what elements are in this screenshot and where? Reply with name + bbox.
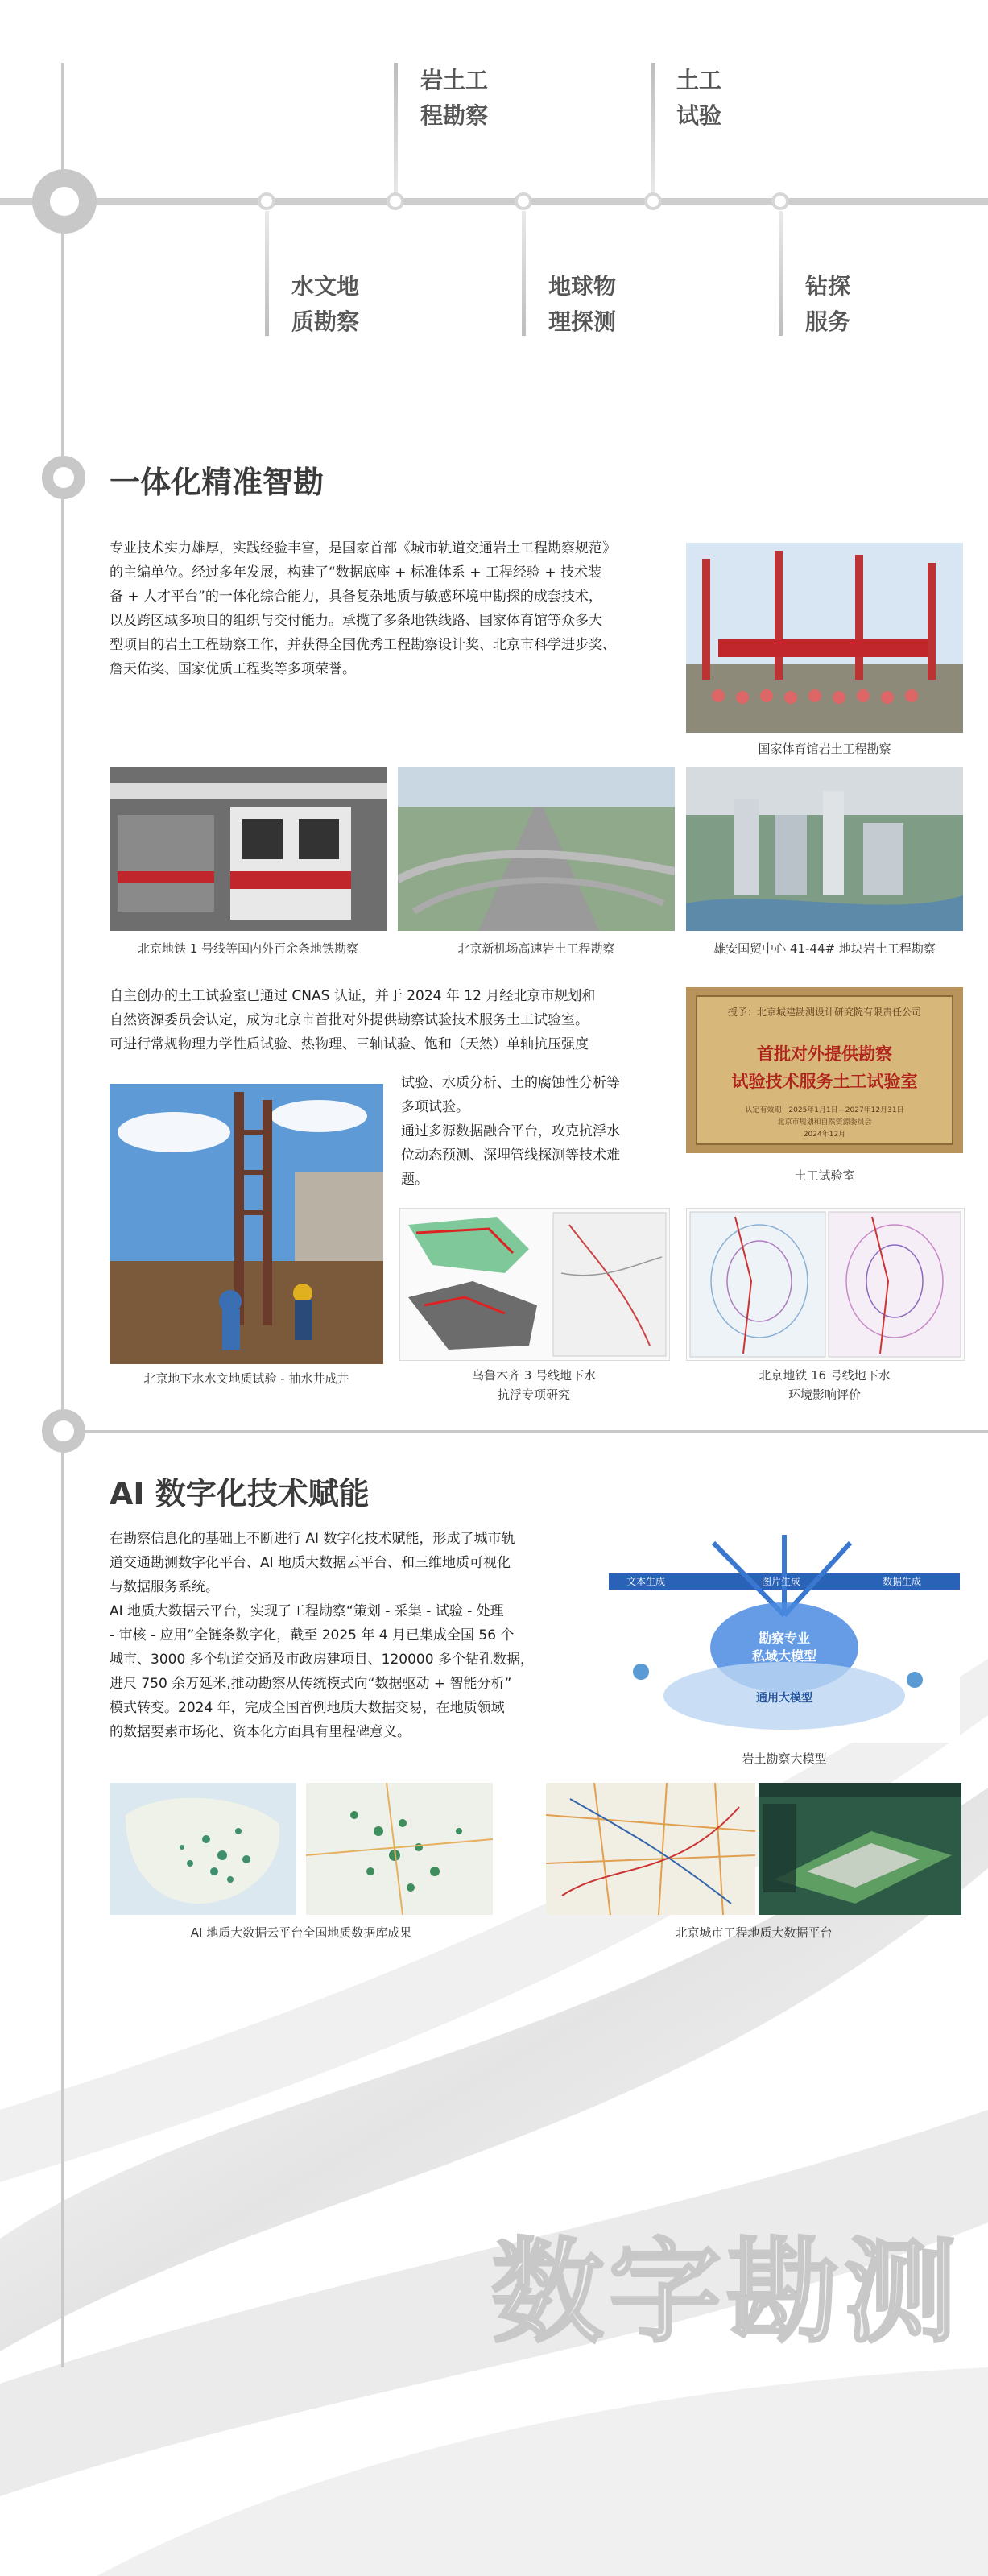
- lab-paragraph-continued: 试验、水质分析、土的腐蚀性分析等 多项试验。 通过多源数据融合平台，攻克抗浮水 位动态预测、深埋管线探测等技术难 题。: [401, 1075, 620, 1188]
- ai-model-diagram: 文本生成 图片生成 数据生成 勘察专业 私域大模型 通用大模型: [609, 1527, 960, 1743]
- timeline-node: [258, 192, 275, 210]
- timeline-horizontal: [0, 198, 988, 205]
- cloud-map-beijing: [306, 1783, 493, 1915]
- urumqi-map: [399, 1208, 670, 1361]
- cloud-map-china: [110, 1783, 296, 1915]
- beijing-platform-map: [546, 1783, 755, 1915]
- caption: 岩土勘察大模型: [742, 1751, 827, 1766]
- stadium-survey-photo: [686, 543, 963, 733]
- timeline-node: [771, 192, 789, 210]
- lab-plaque: 授予：北京城建勘测设计研究院有限责任公司 首批对外提供勘察 试验技术服务土工试验室 认定有效期：2025年1月1日—2027年12月31日 北京市规划和自然资源委员会 2024年12月: [686, 987, 963, 1153]
- service-soil-test: 土工 试验: [676, 67, 722, 129]
- section-1-title: 一体化精准智勘: [110, 465, 325, 500]
- caption: 北京城市工程地质大数据平台: [675, 1925, 833, 1940]
- timeline-tick: [394, 63, 398, 196]
- lab-paragraph: 自主创办的土工试验室已通过 CNAS 认证，并于 2024 年 12 月经北京市规划和 自然资源委员会认定，成为北京市首批对外提供勘察试验技术服务土工试验室。 可进行常规物理力学性质试验、热物理、三轴试验、饱和（天然）单轴抗压强度: [110, 988, 596, 1052]
- service-drilling: 钻探 服务: [805, 273, 851, 335]
- beijing-platform-3d: [759, 1783, 961, 1915]
- service-geophysics: 地球物 理探测: [548, 273, 617, 335]
- section-ring: [42, 1409, 85, 1453]
- timeline-tick: [651, 63, 655, 196]
- caption: 北京新机场高速岩土工程勘察: [457, 941, 615, 956]
- timeline-tick: [522, 211, 526, 336]
- caption: 雄安国贸中心 41-44# 地块岩土工程勘察: [713, 941, 936, 956]
- section-divider-line: [61, 1430, 988, 1433]
- caption: 乌鲁木齐 3 号线地下水 抗浮专项研究: [471, 1368, 597, 1402]
- section-2-paragraph: 在勘察信息化的基础上不断进行 AI 数字化技术赋能，形成了城市轨 道交通勘测数字化平台、AI 地质大数据云平台、和三维地质可视化 与数据服务系统。 AI 地质大数据云平台，实现了工程勘察“策划 - 采集 - 试验 - 处理 - 审核 - 应用”全链条数字化，截至 2025 年 4 月已集成全国 56 个 城市、3000 多个轨道交通及市政房建项目、120000 多个钻孔数据， 进尺 750 余万延米,推动勘察从传统模式向“数据驱动 + 智能分析” 模式转变。2024 年，完成全国首例地质大数据交易，在地质领域 的数据要素市场化、资本化方面具有里程碑意义。: [110, 1531, 534, 1740]
- timeline-node: [515, 192, 532, 210]
- caption: 土工试验室: [794, 1168, 855, 1183]
- watermark-title: 数字勘测: [491, 2227, 962, 2359]
- timeline-node: [387, 192, 404, 210]
- xiongan-photo: [686, 767, 963, 931]
- caption: 北京地铁 16 号线地下水 环境影响评价: [759, 1368, 891, 1402]
- service-hydrogeology: 水文地 质勘察: [291, 273, 360, 335]
- timeline-vertical: [61, 63, 64, 2367]
- well-drilling-photo: [110, 1084, 383, 1364]
- caption: AI 地质大数据云平台全国地质数据库成果: [190, 1925, 412, 1940]
- section-2-title: AI 数字化技术赋能: [110, 1476, 370, 1511]
- caption: 北京地铁 1 号线等国内外百余条地铁勘察: [137, 941, 359, 956]
- timeline-origin-ring: [32, 169, 97, 234]
- subway-photo: [110, 767, 387, 931]
- service-geotechnical: 岩土工 程勘察: [420, 67, 489, 129]
- timeline-tick: [265, 211, 269, 336]
- caption: 北京地下水水文地质试验 - 抽水井成井: [143, 1371, 349, 1386]
- section-ring: [42, 456, 85, 499]
- section-1-intro: 专业技术实力雄厚，实践经验丰富，是国家首部《城市轨道交通岩土工程勘察规范》 的主编单位。经过多年发展，构建了“数据底座 + 标准体系 + 工程经验 + 技术装 备 + 人才平台”的一体化综合能力，具备复杂地质与敏感环境中勘探的成套技术， 以及跨区域多项目的组织与交付能力。承揽了多条地铁线路、国家体育馆等众多大 型项目的岩土工程勘察工作，并获得全国优秀工程勘察设计奖、北京市科学进步奖、 詹天佑奖、国家优质工程奖等多项荣誉。: [110, 540, 616, 677]
- timeline-tick: [779, 211, 783, 336]
- airport-highway-photo: [398, 767, 675, 931]
- timeline-node: [644, 192, 662, 210]
- line16-map: [686, 1208, 965, 1361]
- caption: 国家体育馆岩土工程勘察: [758, 742, 891, 756]
